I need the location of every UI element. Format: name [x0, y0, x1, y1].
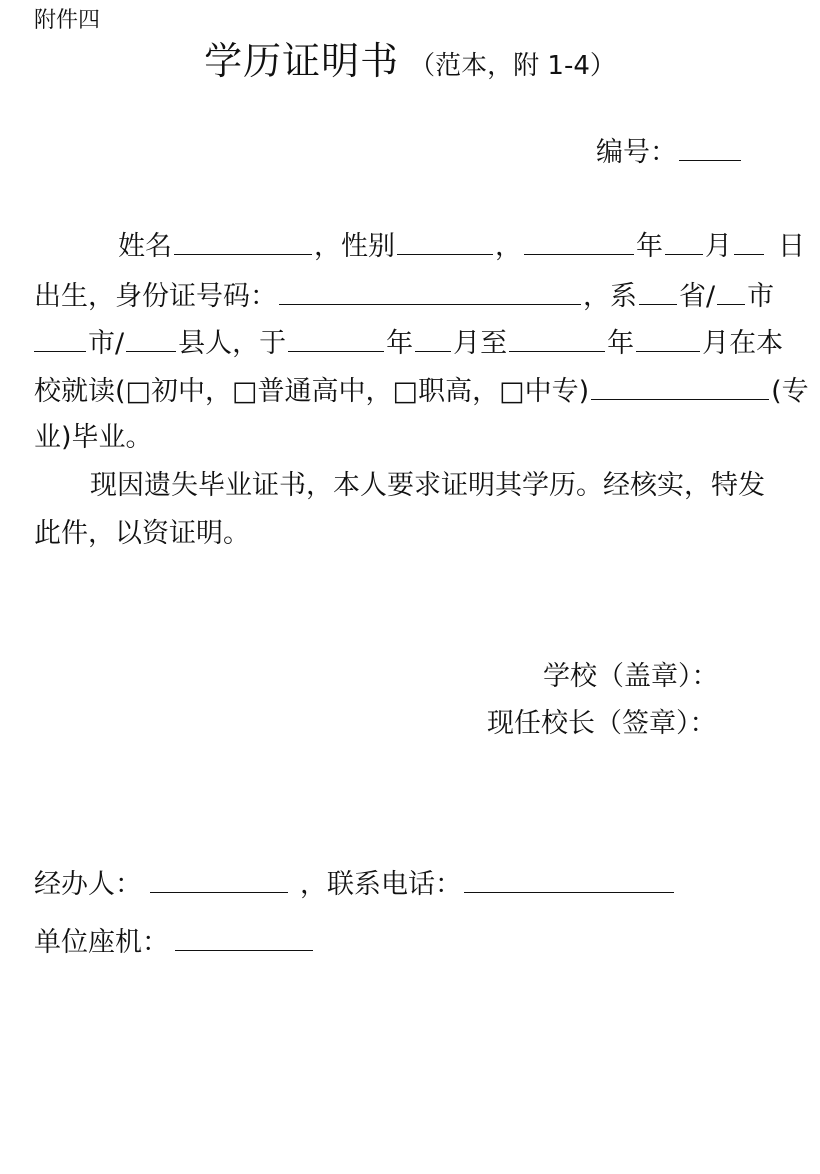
landline-blank[interactable]: [175, 922, 313, 951]
attachment-label: 附件四: [34, 8, 101, 33]
city-blank-1[interactable]: [717, 276, 745, 305]
document-title: [0, 36, 820, 91]
city-label-2: 市/: [88, 328, 125, 359]
birth-id-label: 出生，身份证号码：: [34, 281, 277, 312]
province-label: 省/: [679, 281, 716, 312]
body-line-3: [34, 323, 783, 364]
end-year-blank[interactable]: [509, 323, 605, 352]
contact-line-2: [34, 922, 315, 963]
serial-number: [596, 132, 743, 173]
name-blank[interactable]: [174, 226, 312, 255]
day-label: 日: [778, 231, 805, 262]
county-blank[interactable]: [126, 323, 176, 352]
serial-blank[interactable]: [679, 132, 741, 161]
serial-label: 编号：: [596, 137, 677, 168]
handler-label: 经办人：: [34, 869, 142, 900]
handler-blank[interactable]: [150, 864, 288, 893]
school-seal-label: 学校（盖章）：: [543, 661, 719, 692]
start-year-blank[interactable]: [288, 323, 384, 352]
body-line-2: [34, 276, 774, 317]
dept-blank[interactable]: [639, 276, 677, 305]
body-line-4: [34, 371, 809, 412]
title-sub: （范本，附 1-4）: [409, 51, 616, 81]
year-label: 年: [636, 231, 663, 262]
major-close: 业)毕业。: [34, 422, 153, 453]
dept-label: ，系: [583, 281, 637, 312]
county-label: 县人，于: [178, 328, 287, 359]
landline-label: 单位座机：: [34, 927, 169, 958]
body-para2-line2: [34, 514, 250, 554]
major-blank[interactable]: [591, 371, 769, 400]
comma-text: ，: [495, 231, 522, 262]
month-label: 月: [705, 231, 732, 262]
city-blank-2[interactable]: [34, 323, 86, 352]
title-main: 学历证明书: [204, 39, 400, 83]
body-line-1: [34, 226, 805, 267]
birth-year-blank[interactable]: [524, 226, 634, 255]
principal-sign-label: 现任校长（签章）：: [487, 708, 717, 739]
school-type-options: 校就读(□初中，□普通高中，□职高，□中专): [34, 376, 590, 407]
para2-text-2: 此件，以资证明。: [34, 518, 250, 549]
month-to-label: 月至: [453, 328, 508, 359]
start-month-blank[interactable]: [415, 323, 451, 352]
major-open: (专: [771, 376, 809, 407]
body-line-5: [34, 418, 153, 458]
birth-day-blank[interactable]: [734, 226, 764, 255]
contact-line-1: [34, 864, 676, 905]
gender-blank[interactable]: [397, 226, 493, 255]
city-label-1: 市: [747, 281, 775, 312]
para2-text-1: 现因遗失毕业证书，本人要求证明其学历。经核实，特发: [90, 470, 765, 501]
start-year-label: 年: [386, 328, 414, 359]
end-year-label: 年: [607, 328, 635, 359]
name-label: 姓名: [118, 231, 172, 262]
gender-label: ，性别: [314, 231, 395, 262]
id-number-blank[interactable]: [279, 276, 581, 305]
month-study-label: 月在本: [702, 328, 784, 359]
phone-label: ，联系电话：: [300, 869, 462, 900]
body-para2-line1: [34, 466, 765, 506]
end-month-blank[interactable]: [636, 323, 700, 352]
birth-month-blank[interactable]: [665, 226, 703, 255]
phone-blank[interactable]: [464, 864, 674, 893]
